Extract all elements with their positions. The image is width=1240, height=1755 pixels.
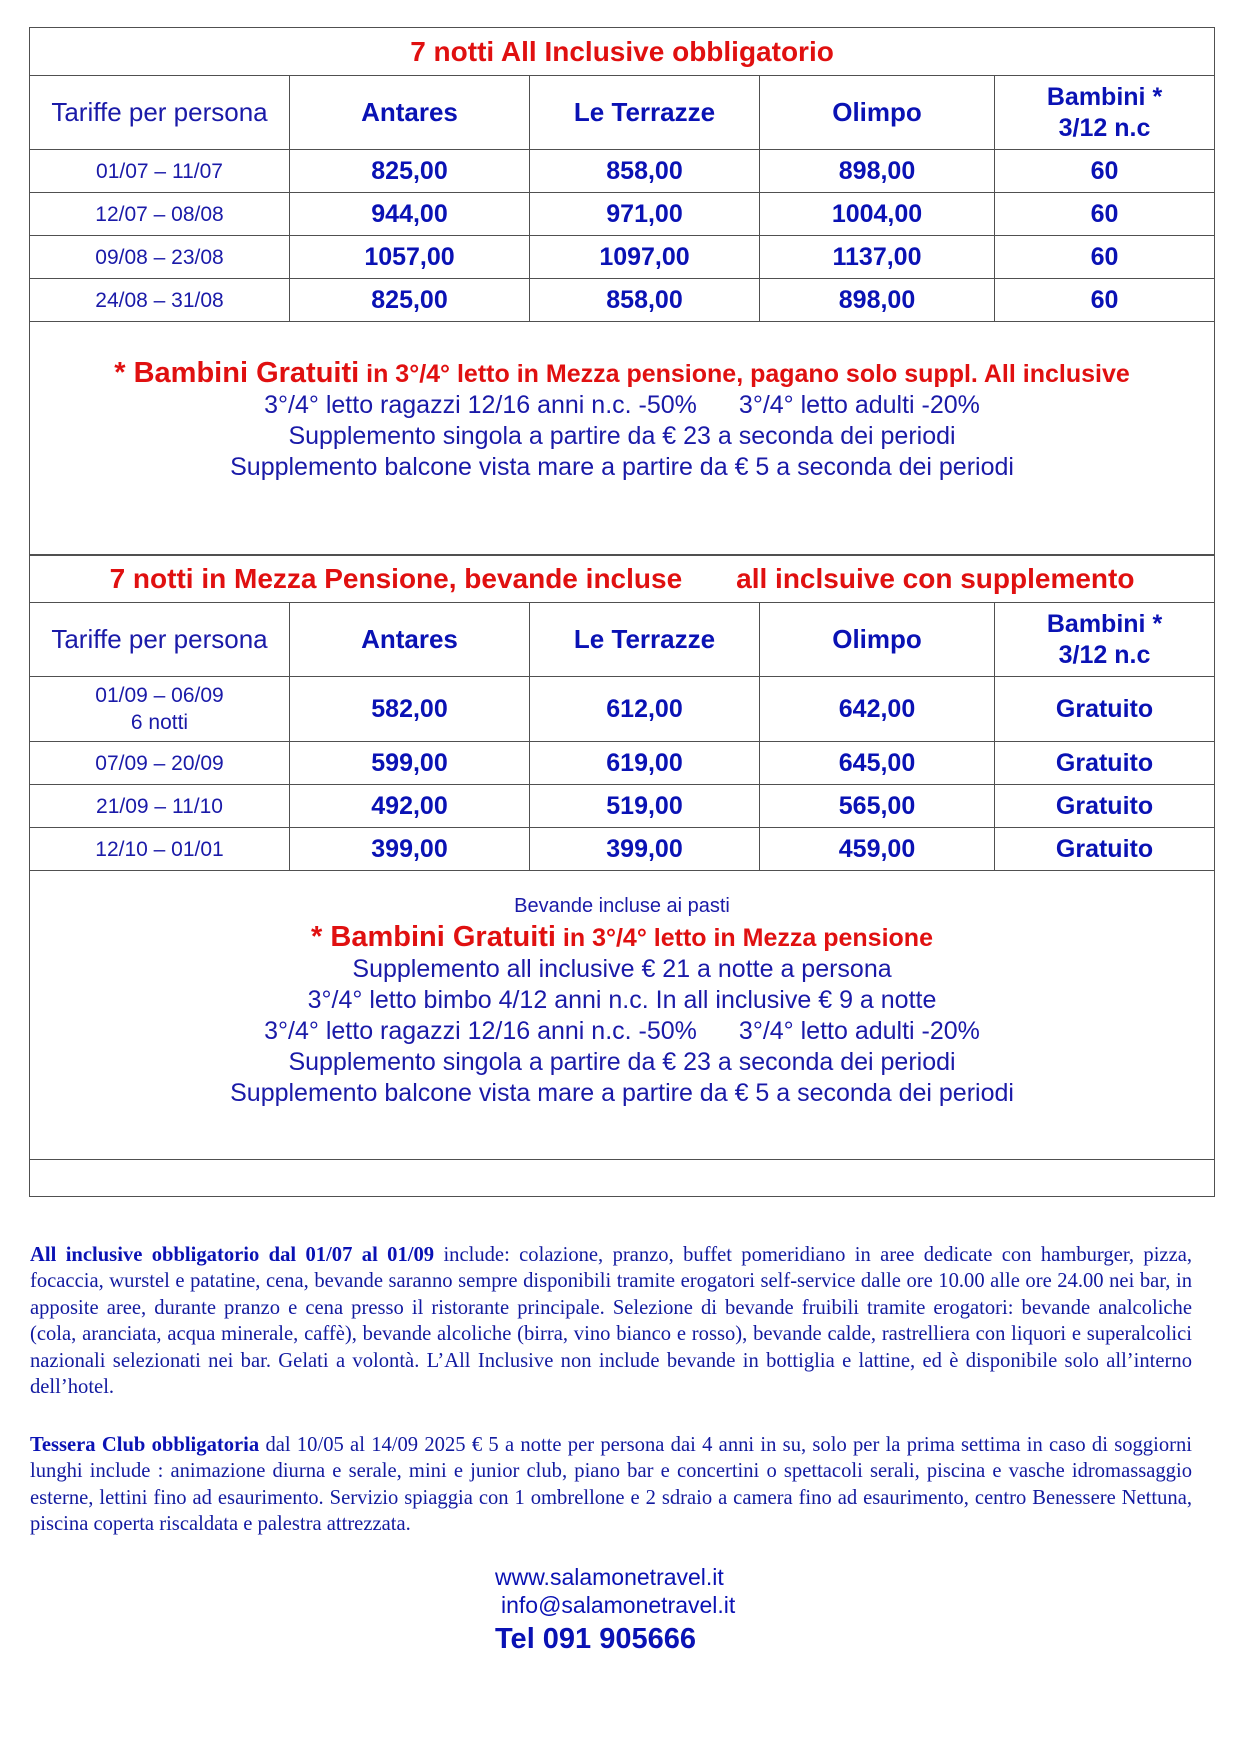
- price-olimpo: 642,00: [760, 677, 995, 742]
- period-cell: 09/08 – 23/08: [30, 236, 290, 279]
- note-teens: 3°/4° letto ragazzi 12/16 anni n.c. -50%: [264, 1017, 697, 1045]
- header-bambini-line2: 3/12 n.c: [1058, 113, 1151, 142]
- header-bambini: [995, 603, 1215, 677]
- all-inclusive-heading: All inclusive obbligatorio dal 01/07 al 01/09: [30, 1244, 435, 1266]
- table-row: [30, 236, 1215, 279]
- website-link[interactable]: www.salamonetravel.it: [495, 1564, 724, 1590]
- price-olimpo: 898,00: [760, 150, 995, 193]
- table-row: [30, 279, 1215, 322]
- children-free-detail: in 3°/4° letto in Mezza pensione, pagano solo suppl. All inclusive: [359, 360, 1130, 388]
- price-bambini: Gratuito: [995, 785, 1215, 828]
- table-row: [30, 193, 1215, 236]
- phone-number[interactable]: Tel 091 905666: [495, 1623, 697, 1655]
- price-bambini: Gratuito: [995, 677, 1215, 742]
- note-teens: 3°/4° letto ragazzi 12/16 anni n.c. -50%: [264, 391, 697, 419]
- price-antares: 492,00: [290, 785, 530, 828]
- title-all-inclusive-supplement: all inclsuive con supplemento: [736, 562, 1135, 594]
- header-antares: Antares: [290, 603, 530, 677]
- price-antares: 1057,00: [290, 236, 530, 279]
- price-antares: 399,00: [290, 828, 530, 871]
- notes-cell: [30, 871, 1215, 1160]
- table-row: [30, 828, 1215, 871]
- price-bambini: Gratuito: [995, 828, 1215, 871]
- price-olimpo: 1137,00: [760, 236, 995, 279]
- period-cell: 01/07 – 11/07: [30, 150, 290, 193]
- period-dates: 01/09 – 06/09: [95, 684, 224, 707]
- table-row: [30, 742, 1215, 785]
- price-antares: 599,00: [290, 742, 530, 785]
- price-olimpo: 645,00: [760, 742, 995, 785]
- title-half-board: 7 notti in Mezza Pensione, bevande incluse: [109, 562, 683, 594]
- header-olimpo: Olimpo: [760, 76, 995, 150]
- period-cell: 07/09 – 20/09: [30, 742, 290, 785]
- price-le-terrazze: 971,00: [530, 193, 760, 236]
- table-title: [30, 555, 1215, 603]
- note-single-supplement: Supplemento singola a partire da € 23 a seconda dei periodi: [288, 1048, 956, 1076]
- note-child-bed: 3°/4° letto bimbo 4/12 anni n.c. In all inclusive € 9 a notte: [307, 986, 937, 1014]
- price-bambini: Gratuito: [995, 742, 1215, 785]
- period-cell: 12/07 – 08/08: [30, 193, 290, 236]
- price-olimpo: 898,00: [760, 279, 995, 322]
- notes-cell: [30, 322, 1215, 556]
- price-antares: 825,00: [290, 150, 530, 193]
- note-adults: 3°/4° letto adulti -20%: [738, 391, 980, 419]
- children-free-label: * Bambini Gratuiti: [311, 921, 556, 953]
- half-board-rates-table: [29, 554, 1215, 1197]
- tessera-club-heading: Tessera Club obbligatoria: [30, 1434, 260, 1456]
- all-inclusive-description: [30, 1242, 1192, 1400]
- period-cell: 21/09 – 11/10: [30, 785, 290, 828]
- table-header-row: [30, 603, 1215, 677]
- table-row: [30, 677, 1215, 742]
- price-bambini: 60: [995, 279, 1215, 322]
- table-header-row: [30, 76, 1215, 150]
- note-single-supplement: Supplemento singola a partire da € 23 a seconda dei periodi: [288, 422, 956, 450]
- price-le-terrazze: 1097,00: [530, 236, 760, 279]
- contact-block: [495, 1563, 735, 1657]
- period-cell: 24/08 – 31/08: [30, 279, 290, 322]
- header-tariffe: Tariffe per persona: [30, 603, 290, 677]
- price-bambini: 60: [995, 236, 1215, 279]
- price-le-terrazze: 858,00: [530, 150, 760, 193]
- header-antares: Antares: [290, 76, 530, 150]
- price-bambini: 60: [995, 193, 1215, 236]
- period-cell: 12/10 – 01/01: [30, 828, 290, 871]
- period-cell: [30, 677, 290, 742]
- header-le-terrazze: Le Terrazze: [530, 76, 760, 150]
- price-olimpo: 1004,00: [760, 193, 995, 236]
- table-row: [30, 785, 1215, 828]
- notes-children-line: [30, 922, 1214, 954]
- all-inclusive-text: include: colazione, pranzo, buffet pomeridiano in aree dedicate con hamburger, pizza, focaccia, wurstel e patatine, cena, bevande saranno sempre disponibili tramite erogatori self-service dalle ore 10.00 alle ore 24.00 nei bar, in apposite aree, durante pranzo e cena presso il ristorante principale. Selezione di bevande fruibili tramite erogatori: bevande analcoliche (cola, aranciata, acqua minerale, caffè), bevande alcoliche (birra, vino bianco e rosso), bevande calde, rastrelliera con liquori e superalcolici nazionali selezionati nei bar. Gelati a volontà. L’All Inclusive non include bevande in bottiglia e lattine, ed è disponibile solo all’interno dell’hotel.: [30, 1244, 1192, 1399]
- note-all-inclusive-supplement: Supplemento all inclusive € 21 a notte a persona: [352, 955, 892, 983]
- tessera-club-text: dal 10/05 al 14/09 2025 € 5 a notte per persona dai 4 anni in su, solo per la prima settima in caso di soggiorni lunghi include : animazione diurna e serale, mini e junior club, piano bar e concertini o spettacoli serali, piscina e vasche idromassaggio esterne, lettini fino ad esaurimento. Servizio spiaggia con 1 ombrellone e 2 sdraio a camera fino ad esaurimento, centro Benessere Nettuna, piscina coperta riscaldata e palestra attrezzata.: [30, 1434, 1192, 1536]
- price-olimpo: 565,00: [760, 785, 995, 828]
- table-title: 7 notti All Inclusive obbligatorio: [30, 28, 1215, 76]
- price-le-terrazze: 858,00: [530, 279, 760, 322]
- period-note: 6 notti: [130, 711, 189, 734]
- children-free-detail: in 3°/4° letto in Mezza pensione: [555, 924, 933, 952]
- notes-third-bed-line: [30, 1016, 1214, 1047]
- header-olimpo: Olimpo: [760, 603, 995, 677]
- table-row: [30, 150, 1215, 193]
- price-antares: 944,00: [290, 193, 530, 236]
- price-olimpo: 459,00: [760, 828, 995, 871]
- price-antares: 582,00: [290, 677, 530, 742]
- empty-row: [30, 1160, 1215, 1197]
- price-bambini: 60: [995, 150, 1215, 193]
- header-tariffe: Tariffe per persona: [30, 76, 290, 150]
- price-le-terrazze: 519,00: [530, 785, 760, 828]
- note-drinks-included: Bevande incluse ai pasti: [514, 895, 730, 917]
- notes-third-bed-line: [30, 390, 1214, 421]
- price-le-terrazze: 399,00: [530, 828, 760, 871]
- email-link[interactable]: info@salamonetravel.it: [501, 1592, 736, 1618]
- price-le-terrazze: 619,00: [530, 742, 760, 785]
- price-le-terrazze: 612,00: [530, 677, 760, 742]
- all-inclusive-rates-table: [29, 27, 1215, 556]
- children-free-label: * Bambini Gratuiti: [114, 357, 360, 389]
- note-sea-view-supplement: Supplemento balcone vista mare a partire da € 5 a seconda dei periodi: [230, 1079, 1014, 1107]
- note-sea-view-supplement: Supplemento balcone vista mare a partire da € 5 a seconda dei periodi: [230, 453, 1014, 481]
- notes-children-line: [30, 358, 1214, 390]
- tessera-club-description: [30, 1432, 1192, 1538]
- note-adults: 3°/4° letto adulti -20%: [738, 1017, 980, 1045]
- header-bambini-line2: 3/12 n.c: [1058, 640, 1151, 669]
- header-bambini-line1: Bambini *: [1046, 82, 1163, 111]
- header-bambini-line1: Bambini *: [1046, 609, 1163, 638]
- header-le-terrazze: Le Terrazze: [530, 603, 760, 677]
- price-antares: 825,00: [290, 279, 530, 322]
- header-bambini: [995, 76, 1215, 150]
